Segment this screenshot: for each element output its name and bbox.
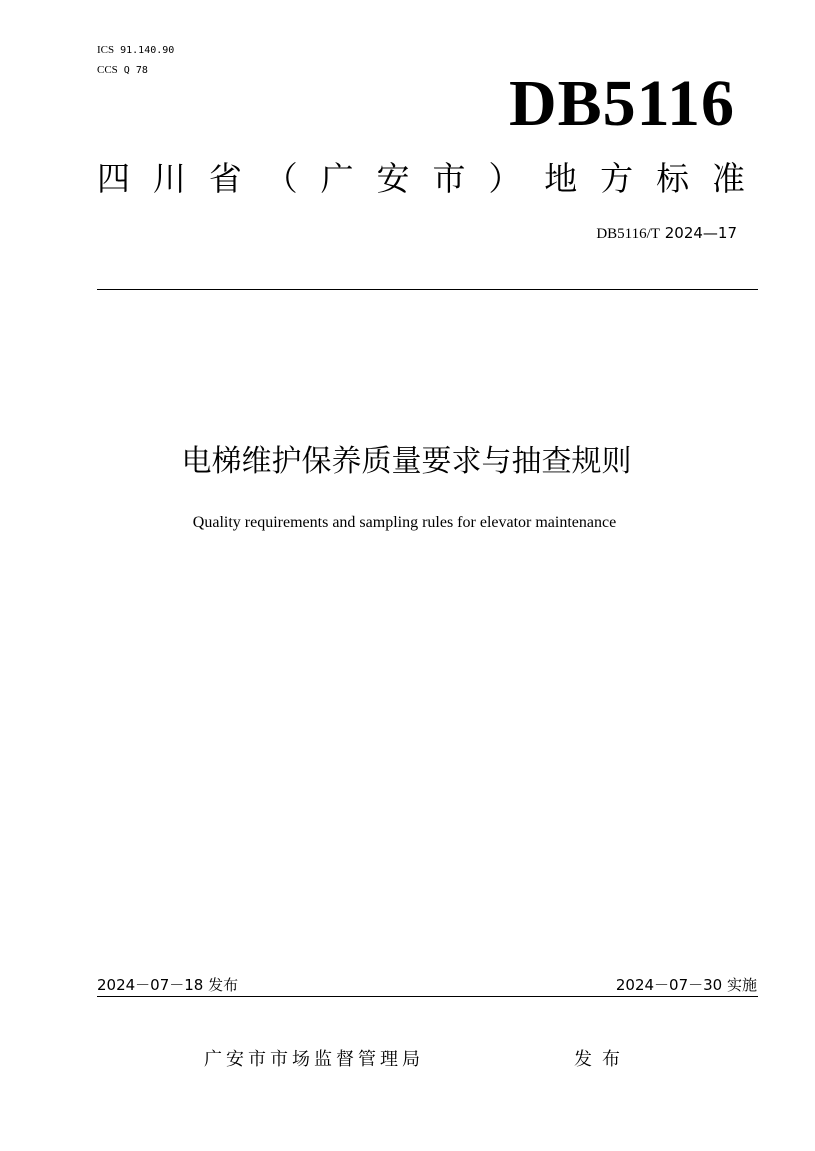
ccs-value: Q 78: [123, 65, 148, 76]
bottom-divider: [97, 996, 758, 997]
standard-type-char: 四: [97, 159, 130, 198]
standard-type-char: 标: [656, 159, 690, 198]
standard-number-prefix: DB5116/T: [596, 226, 660, 242]
ccs-label: CCS: [97, 64, 118, 76]
document-title-en: Quality requirements and sampling rules for elevator maintenance: [192, 514, 617, 531]
standard-type-char: （: [264, 159, 298, 198]
document-title-cn: 电梯维护保养质量要求与抽查规则: [181, 444, 632, 479]
standard-type-char: 准: [711, 159, 745, 198]
ccs-line: [97, 63, 148, 78]
ics-label: ICS: [97, 44, 115, 56]
standard-type-char: 广: [320, 159, 354, 198]
standard-type-char: 方: [600, 159, 634, 198]
publisher-name: 广安市市场监督管理局: [204, 1049, 424, 1070]
standard-type-char: 川: [152, 159, 186, 198]
ics-line: [97, 43, 174, 58]
standard-number: [596, 223, 737, 244]
standard-type-char: 省: [208, 159, 242, 198]
implementation-date: 2024－07－30 实施: [615, 976, 757, 994]
top-divider: [97, 289, 758, 290]
standard-code-large: DB5116: [508, 67, 735, 140]
standard-type-char: 安: [376, 159, 410, 198]
issue-date: 2024－07－18 发布: [97, 976, 239, 994]
ics-value: 91.140.90: [120, 45, 175, 56]
standard-type-char: 地: [544, 159, 578, 198]
standard-type-heading: [97, 158, 745, 200]
standard-type-char: 市: [432, 159, 466, 198]
standard-number-suffix: 2024—17: [664, 224, 737, 242]
standard-type-char: ）: [488, 159, 522, 198]
publish-label: 发布: [574, 1049, 630, 1070]
